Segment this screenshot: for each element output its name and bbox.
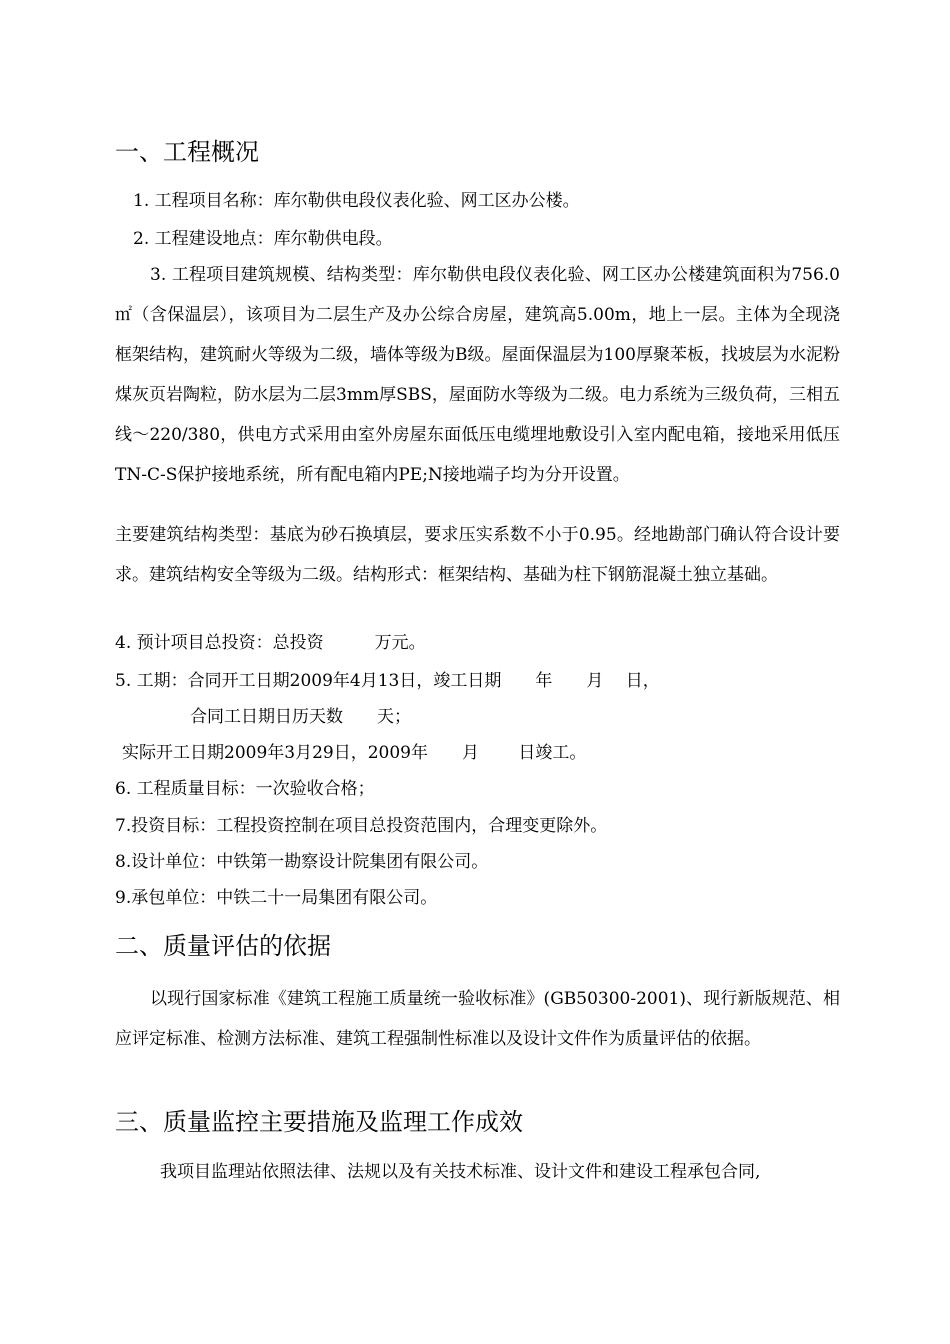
section-3-heading: 三、质量监控主要措施及监理工作成效 <box>115 1108 523 1136</box>
section-2-heading: 二、质量评估的依据 <box>115 932 331 960</box>
item-2: 2. 工程建设地点：库尔勒供电段。 <box>133 229 393 249</box>
structure-paragraph: 主要建筑结构类型：基底为砂石换填层，要求压实系数不小于0.95。经地勘部门确认符合设计要求。建筑结构安全等级为二级。结构形式：框架结构、基础为柱下钢筋混凝土独立基础。 <box>115 525 840 585</box>
section-2-body: 以现行国家标准《建筑工程施工质量统一验收标准》(GB50300-2001)、现行新版规范、相应评定标准、检测方法标准、建筑工程强制性标准以及设计文件作为质量评估的依据。 <box>115 989 840 1049</box>
item-8: 8.设计单位：中铁第一勘察设计院集团有限公司。 <box>115 852 489 872</box>
section-1-heading: 一、工程概况 <box>115 138 259 166</box>
item-4: 4. 预计项目总投资：总投资 万元。 <box>115 633 426 653</box>
section-3-body: 我项目监理站依照法律、法规以及有关技术标准、设计文件和建设工程承包合同, <box>160 1162 761 1182</box>
item-7: 7.投资目标：工程投资控制在项目总投资范围内，合理变更除外。 <box>115 816 608 836</box>
item-3-paragraph: 3. 工程项目建筑规模、结构类型：库尔勒供电段仪表化验、网工区办公楼建筑面积为756.0㎡（含保温层），该项目为二层生产及办公综合房屋，建筑高5.00m，地上一层。主体为全现浇框架结构，建筑耐火等级为二级，墙体等级为B级。屋面保温层为100厚聚苯板，找坡层为水泥粉煤灰页岩陶粒，防水层为二层3mm厚SBS，屋面防水等级为二级。电力系统为三级负荷，三相五线～220/380，供电方式采用由室外房屋东面低压电缆埋地敷设引入室内配电箱，接地采用低压TN-C-S保护接地系统，所有配电箱内PE;N接地端子均为分开设置。 <box>115 265 840 485</box>
item-5-line-1: 5. 工期：合同开工日期2009年4月13日，竣工日期 年 月 日， <box>115 671 660 691</box>
item-9: 9.承包单位：中铁二十一局集团有限公司。 <box>115 888 438 908</box>
item-5-line-3: 实际开工日期2009年3月29日，2009年 月 日竣工。 <box>122 743 587 763</box>
item-5-line-2: 合同工日期日历天数 天； <box>190 707 411 727</box>
item-1: 1. 工程项目名称：库尔勒供电段仪表化验、网工区办公楼。 <box>133 191 580 211</box>
item-6: 6. 工程质量目标：一次验收合格； <box>115 779 375 799</box>
